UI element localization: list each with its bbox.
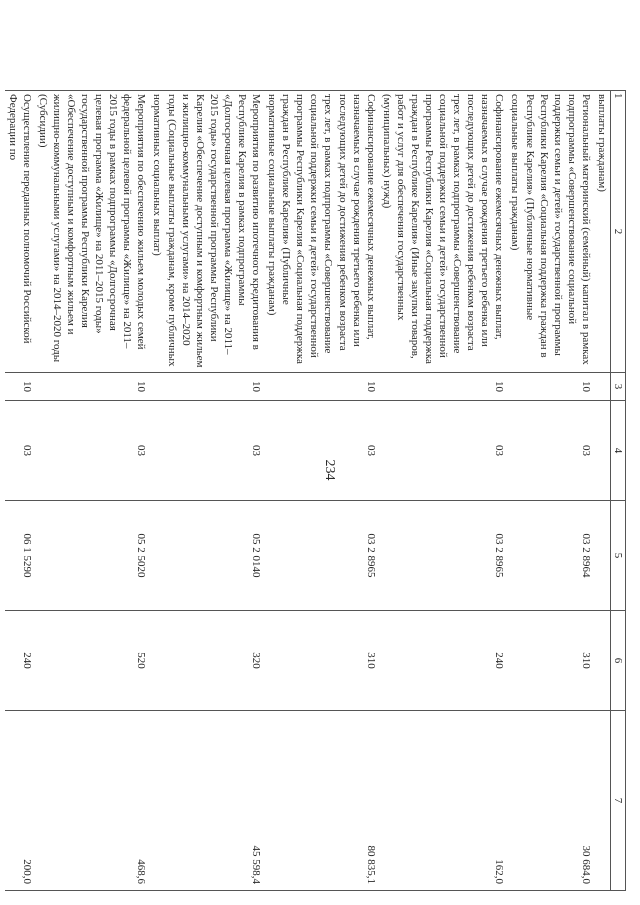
header-col-6: 6 [610, 611, 625, 711]
header-col-5: 5 [610, 501, 625, 611]
row-subsection: 03 [5, 401, 35, 501]
row-target-code: 06 1 5290 [5, 501, 35, 611]
row-target-code: 03 2 8965 [264, 501, 379, 611]
row-amount: 30 684,0 [507, 711, 593, 891]
row-target-code [594, 501, 611, 611]
row-expense-type: 310 [507, 611, 593, 711]
table-row [264, 91, 379, 891]
row-amount: 200,0 [5, 711, 35, 891]
row-amount: 45 598,4 [149, 711, 264, 891]
row-section: 10 [5, 373, 35, 401]
row-section: 10 [264, 373, 379, 401]
table-row [379, 91, 508, 891]
row-target-code: 03 2 8964 [507, 501, 593, 611]
row-description: Осуществление переданных полномочий Российской Федерации по [5, 91, 35, 373]
header-col-3: 3 [610, 373, 625, 401]
row-expense-type: 240 [5, 611, 35, 711]
row-description: выплаты гражданам) [594, 91, 611, 373]
header-row: 1 2 3 4 5 6 7 [610, 91, 625, 891]
row-section: 10 [507, 373, 593, 401]
row-subsection: 03 [35, 401, 150, 501]
row-expense-type: 520 [35, 611, 150, 711]
table-row [507, 91, 593, 891]
row-amount [594, 711, 611, 891]
row-expense-type: 240 [379, 611, 508, 711]
row-description: Региональный материнский (семейный) капитал в рамках подпрограммы «Совершенствование социальной поддержки семьи и детей» государственной программы Республики Карелия «Социальная поддержка граждан в Республике Карелия» (Публичные нормативные социальные выплаты гражданам) [507, 91, 593, 373]
table-row [5, 91, 35, 891]
table-row [594, 91, 611, 891]
header-col-7: 7 [610, 711, 625, 891]
budget-table [5, 90, 626, 891]
rotated-table-container [6, 90, 626, 890]
page-number: 234 [322, 459, 337, 481]
row-section: 10 [379, 373, 508, 401]
row-expense-type: 320 [149, 611, 264, 711]
row-target-code: 03 2 8965 [379, 501, 508, 611]
row-description: Мероприятия по развитию ипотечного кредитования в Республике Карелия в рамках подпрограммы «Долгосрочная целевая программа «Жилище» на 2011–2015 годы» государственной программы Республики Карелия «Обеспечение доступным и комфортным жильем и жилищно-коммунальными услугами» на 2014–2020 годы (Социальные выплаты гражданам, кроме публичных нормативных социальных выплат) [149, 91, 264, 373]
table-row [149, 91, 264, 891]
row-target-code: 05 2 5020 [35, 501, 150, 611]
row-target-code: 05 2 0140 [149, 501, 264, 611]
row-subsection: 03 [507, 401, 593, 501]
row-subsection: 03 [264, 401, 379, 501]
row-amount: 162,0 [379, 711, 508, 891]
header-col-2: 2 [610, 91, 625, 373]
row-description: Софинансирование ежемесячных денежных выплат, назначаемых в случае рождения третьего ребенка или последующих детей до достижения ребенком возраста трех лет, в рамках подпрограммы «Совершенствование социальной поддержки семьи и детей» государственной программы Республики Карелия «Социальная поддержка граждан в Республике Карелия» (Публичные нормативные социальные выплаты гражданам) [264, 91, 379, 373]
row-section: 10 [149, 373, 264, 401]
row-subsection: 03 [149, 401, 264, 501]
table-row [35, 91, 150, 891]
row-expense-type [594, 611, 611, 711]
row-section: 10 [35, 373, 150, 401]
row-description: Мероприятия по обеспечению жильем молодых семей федеральной целевой программы «Жилище» на 2011–2015 годы в рамках подпрограммы «Долгосрочная целевая программа «Жилище» на 2011–2015 годы» государственной программы Республики Карелия «Обеспечение доступным и комфортным жильем и жилищно-коммунальными услугами» на 2014–2020 годы (Субсидии) [35, 91, 150, 373]
row-amount: 468,6 [35, 711, 150, 891]
row-section [594, 373, 611, 401]
row-subsection [594, 401, 611, 501]
row-amount: 80 835,1 [264, 711, 379, 891]
header-col-4: 4 [610, 401, 625, 501]
row-expense-type: 310 [264, 611, 379, 711]
row-description: Софинансирование ежемесячных денежных выплат, назначаемых в случае рождения третьего ребенка или последующих детей до достижения ребенком возраста трех лет, в рамках подпрограммы «Совершенствование социальной поддержки семьи и детей» государственной программы Республики Карелия «Социальная поддержка граждан в Республике Карелия» (Иные закупки товаров, работ и услуг для обеспечения государственных (муниципальных) нужд) [379, 91, 508, 373]
row-subsection: 03 [379, 401, 508, 501]
